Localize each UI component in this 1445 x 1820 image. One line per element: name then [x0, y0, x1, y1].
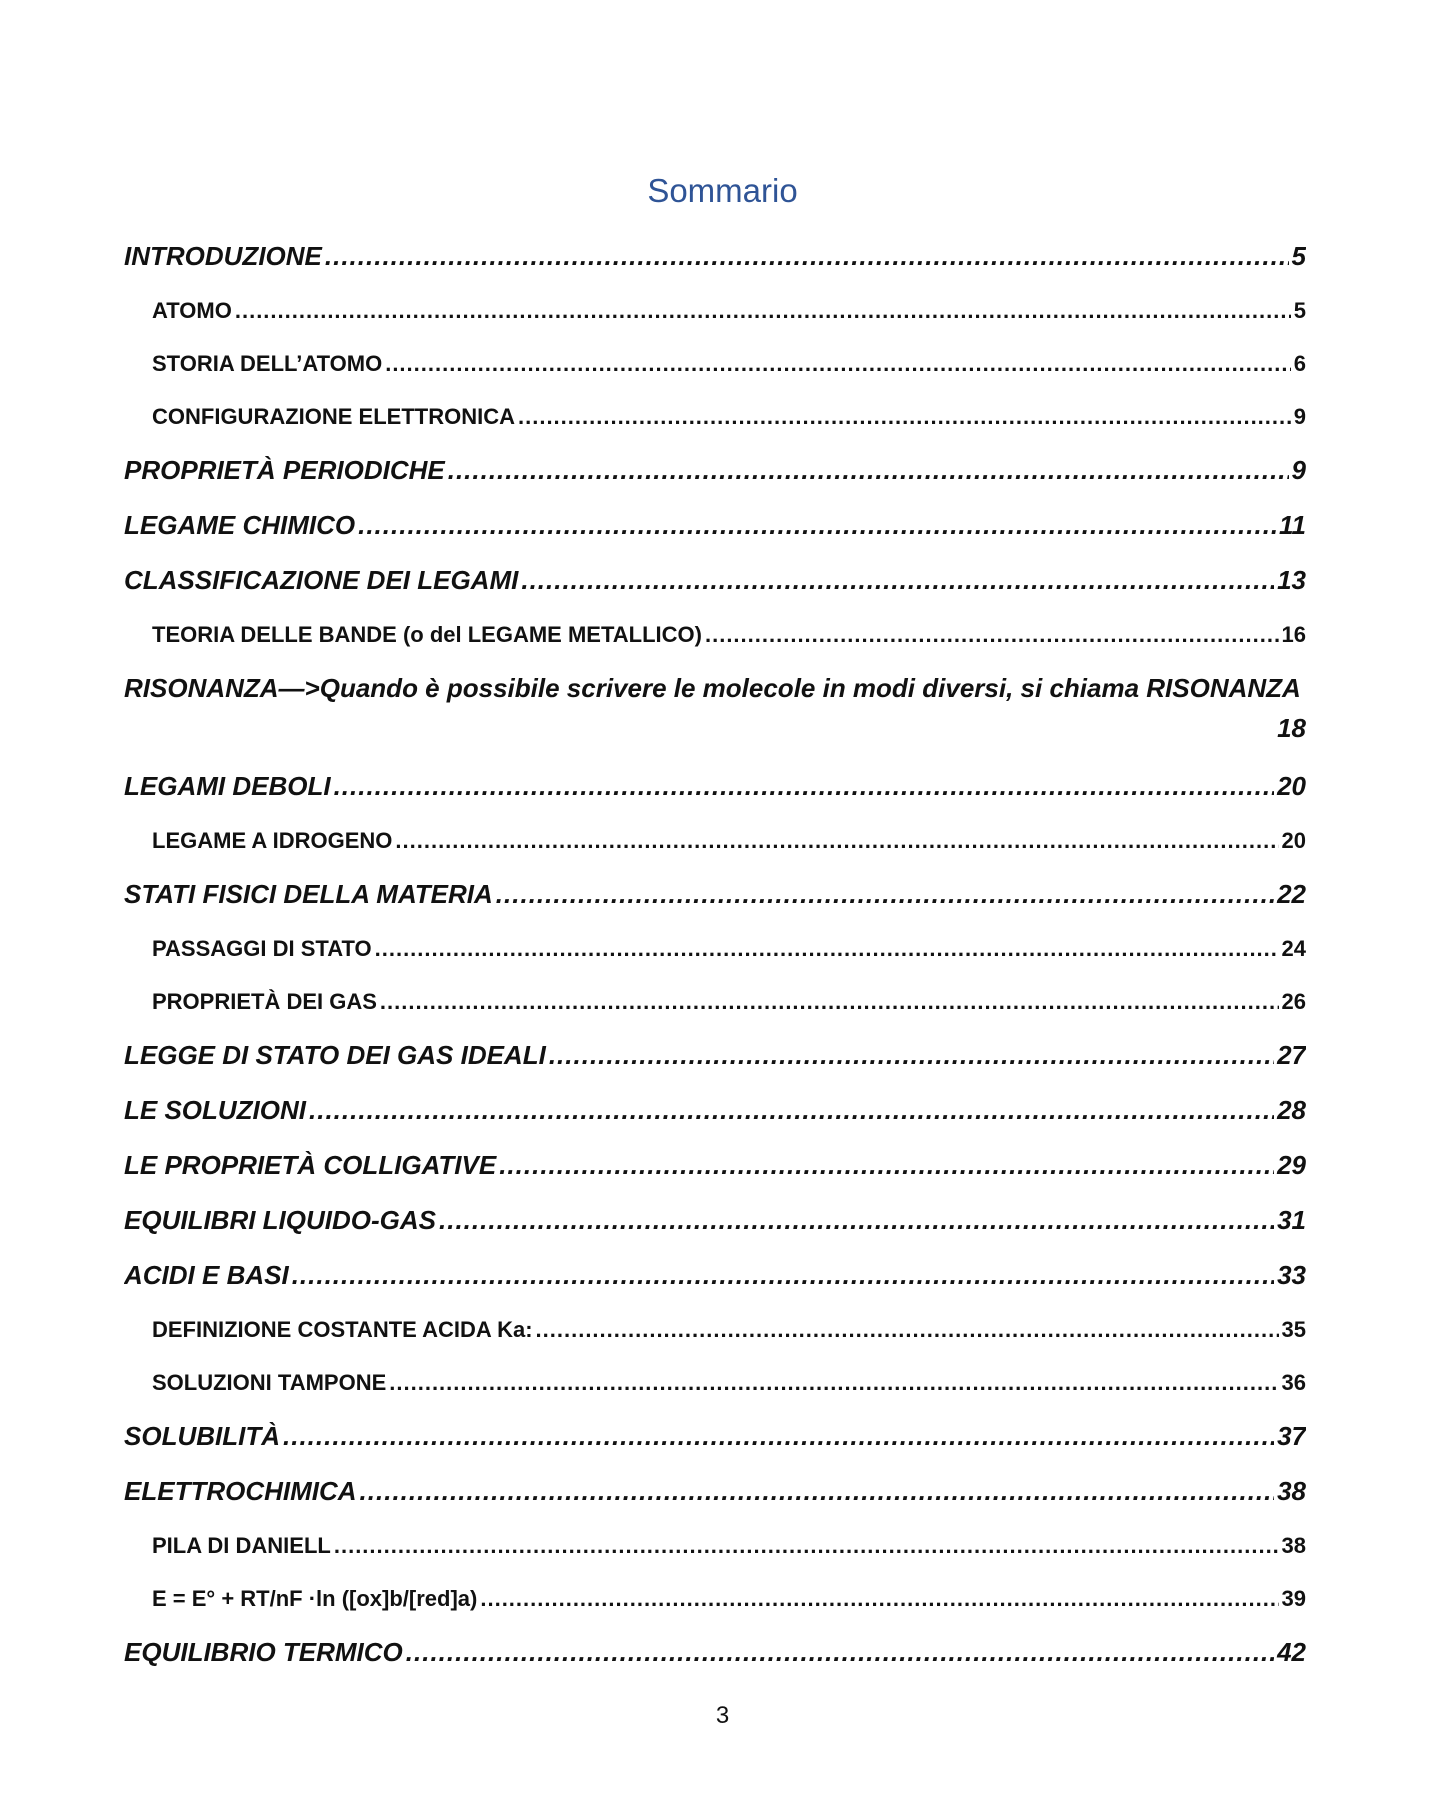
dot-leader [518, 397, 1291, 437]
dot-leader [499, 1145, 1274, 1185]
dot-leader [283, 1416, 1274, 1456]
toc-entry-legami-deboli[interactable] [124, 766, 1306, 821]
toc-entry-label: CONFIGURAZIONE ELETTRONICA [152, 404, 515, 429]
toc-entry-label: LEGAMI DEBOLI [124, 771, 331, 801]
toc-entry-legame-chimico[interactable] [124, 505, 1306, 560]
toc-entry-label: ATOMO [152, 298, 232, 323]
toc-entry-atomo[interactable] [124, 291, 1306, 344]
toc-entry-costante-acida[interactable] [124, 1310, 1306, 1363]
toc-entry-label: ACIDI E BASI [124, 1260, 289, 1290]
dot-leader [380, 982, 1279, 1022]
dot-leader [309, 1090, 1274, 1130]
dot-leader [292, 1255, 1274, 1295]
toc-entry-label: PASSAGGI DI STATO [152, 936, 372, 961]
toc-entry-label: SOLUZIONI TAMPONE [152, 1370, 387, 1395]
dot-leader [334, 1526, 1279, 1566]
toc-entry-label: E = E° + RT/nF ·ln ([ox]b/[red]a) [152, 1586, 478, 1611]
toc-entry-proprieta-periodiche[interactable] [124, 450, 1306, 505]
dot-leader [439, 1200, 1274, 1240]
toc-entry-label: EQUILIBRIO TERMICO [124, 1637, 403, 1667]
toc-entry-label: TEORIA DELLE BANDE (o del LEGAME METALLICO) [152, 622, 702, 647]
toc-entry-elettrochimica[interactable] [124, 1471, 1306, 1526]
dot-leader [325, 236, 1289, 276]
toc-entry-label: INTRODUZIONE [124, 241, 322, 271]
toc-entry-page: 35 [1281, 1317, 1306, 1342]
toc-entry-page: 18 [1277, 713, 1306, 743]
toc-entry-storia-atomo[interactable] [124, 344, 1306, 397]
toc-entry-label: STATI FISICI DELLA MATERIA [124, 879, 493, 909]
toc-entry-leader-line [124, 708, 1306, 748]
toc-entry-passaggi-stato[interactable] [124, 929, 1306, 982]
toc-entry-page: 16 [1281, 622, 1306, 647]
toc-entry-label: DEFINIZIONE COSTANTE ACIDA Ka: [152, 1317, 533, 1342]
toc-entry-label: LEGAME CHIMICO [124, 510, 356, 540]
toc-entry-page: 39 [1281, 1586, 1306, 1611]
dot-leader [360, 1471, 1275, 1511]
toc-entry-proprieta-gas[interactable] [124, 982, 1306, 1035]
toc-entry-legame-idrogeno[interactable] [124, 821, 1306, 874]
toc-list [124, 236, 1306, 1687]
toc-entry-page: 20 [1277, 771, 1306, 801]
toc-entry-teoria-bande[interactable] [124, 615, 1306, 668]
toc-entry-risonanza[interactable] [124, 668, 1306, 766]
toc-entry-label: RISONANZA—>Quando è possibile scrivere le molecole in modi diversi, si chiama RISONANZA [124, 673, 1301, 703]
toc-entry-page: 29 [1277, 1150, 1306, 1180]
toc-entry-page: 13 [1277, 565, 1306, 595]
toc-entry-page: 5 [1291, 241, 1306, 271]
toc-entry-page: 31 [1277, 1205, 1306, 1235]
toc-entry-pila-daniell[interactable] [124, 1526, 1306, 1579]
toc-entry-label: LE PROPRIETÀ COLLIGATIVE [124, 1150, 497, 1180]
toc-entry-label: LE SOLUZIONI [124, 1095, 306, 1125]
toc-entry-page: 38 [1277, 1476, 1306, 1506]
toc-entry-soluzioni-tampone[interactable] [124, 1363, 1306, 1416]
toc-entry-page: 38 [1281, 1533, 1306, 1558]
toc-entry-nernst-equation[interactable] [124, 1579, 1306, 1632]
dot-leader [480, 1579, 1278, 1619]
dot-leader [395, 821, 1278, 861]
toc-entry-page: 26 [1281, 989, 1306, 1014]
dot-leader [375, 929, 1279, 969]
dot-leader [358, 505, 1276, 545]
toc-entry-label: CLASSIFICAZIONE DEI LEGAMI [124, 565, 519, 595]
dot-leader [448, 450, 1289, 490]
toc-entry-le-soluzioni[interactable] [124, 1090, 1306, 1145]
dot-leader [496, 874, 1274, 914]
toc-entry-page: 37 [1277, 1421, 1306, 1451]
toc-entry-stati-fisici[interactable] [124, 874, 1306, 929]
toc-entry-page: 24 [1281, 936, 1306, 961]
dot-leader [705, 615, 1279, 655]
toc-entry-proprieta-colligative[interactable] [124, 1145, 1306, 1200]
dot-leader [521, 560, 1274, 600]
toc-entry-label: ELETTROCHIMICA [124, 1476, 357, 1506]
toc-entry-page: 9 [1291, 455, 1306, 485]
dot-leader [536, 1310, 1279, 1350]
toc-entry-introduzione[interactable] [124, 236, 1306, 291]
toc-entry-page: 5 [1293, 298, 1306, 323]
toc-entry-page: 20 [1281, 828, 1306, 853]
toc-entry-label: PILA DI DANIELL [152, 1533, 331, 1558]
toc-entry-label: LEGAME A IDROGENO [152, 828, 393, 853]
toc-entry-label: LEGGE DI STATO DEI GAS IDEALI [124, 1040, 546, 1070]
toc-entry-label: PROPRIETÀ PERIODICHE [124, 455, 445, 485]
dot-leader [549, 1035, 1274, 1075]
toc-entry-page: 33 [1277, 1260, 1306, 1290]
toc-entry-page: 42 [1277, 1637, 1306, 1667]
toc-entry-classificazione-legami[interactable] [124, 560, 1306, 615]
dot-leader [235, 291, 1291, 331]
toc-entry-acidi-basi[interactable] [124, 1255, 1306, 1310]
dot-leader [389, 1363, 1278, 1403]
toc-entry-equilibri-liquido-gas[interactable] [124, 1200, 1306, 1255]
toc-entry-equilibrio-termico[interactable] [124, 1632, 1306, 1687]
toc-entry-page: 28 [1277, 1095, 1306, 1125]
toc-entry-legge-gas-ideali[interactable] [124, 1035, 1306, 1090]
toc-entry-configurazione-elettronica[interactable] [124, 397, 1306, 450]
toc-entry-label: SOLUBILITÀ [124, 1421, 280, 1451]
toc-entry-page: 36 [1281, 1370, 1306, 1395]
toc-entry-solubilita[interactable] [124, 1416, 1306, 1471]
toc-entry-page: 27 [1277, 1040, 1306, 1070]
dot-leader [385, 344, 1291, 384]
toc-entry-label: EQUILIBRI LIQUIDO-GAS [124, 1205, 436, 1235]
toc-entry-page: 6 [1293, 351, 1306, 376]
toc-entry-page: 9 [1293, 404, 1306, 429]
toc-entry-page: 11 [1279, 510, 1306, 540]
dot-leader [334, 766, 1275, 806]
toc-entry-label: STORIA DELL’ATOMO [152, 351, 383, 376]
dot-leader [406, 1632, 1274, 1672]
page-number: 3 [715, 1702, 730, 1729]
toc-title: Sommario [647, 172, 798, 209]
toc-entry-page: 22 [1277, 879, 1306, 909]
toc-entry-label: PROPRIETÀ DEI GAS [152, 989, 377, 1014]
